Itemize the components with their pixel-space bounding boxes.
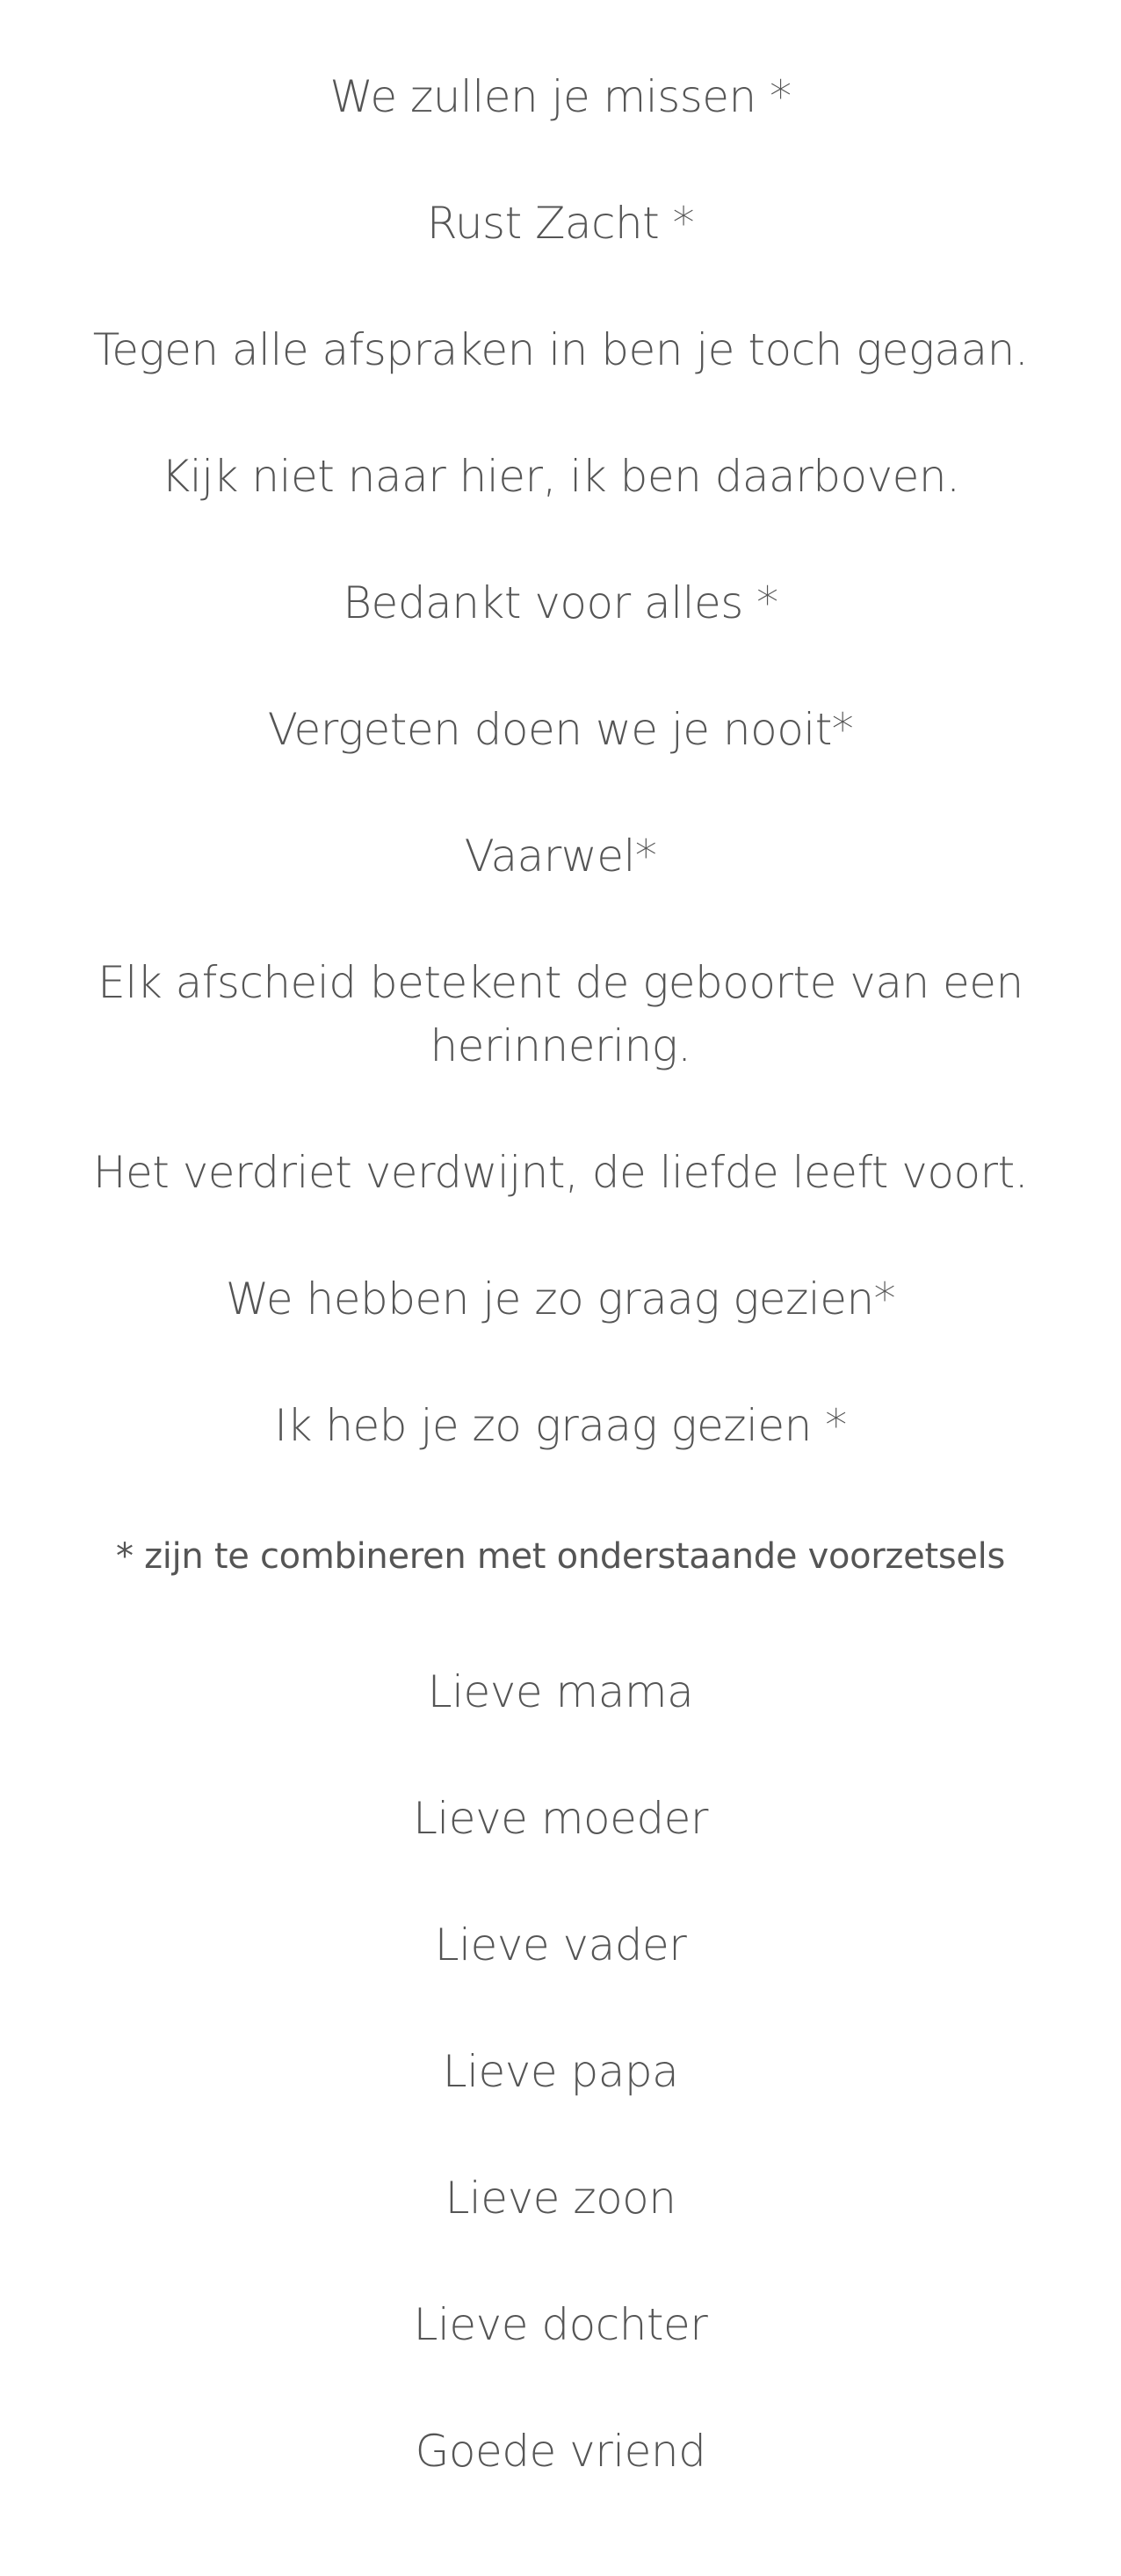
prefix-item: Lieve mama — [427, 1666, 694, 1717]
prefix-item: Goede vriend — [415, 2426, 706, 2477]
phrase-item: Rust Zacht * — [426, 198, 695, 249]
phrase-item: Het verdriet verdwijnt, de liefde leeft voort. — [92, 1147, 1029, 1198]
phrase-item: Ik heb je zo graag gezien * — [274, 1400, 847, 1451]
prefix-item: Lieve zoon — [445, 2173, 676, 2224]
prefix-item: Lieve vader — [434, 1919, 687, 1970]
phrase-item-continued: herinnering. — [430, 1020, 691, 1071]
phrase-item: Vergeten doen we je nooit* — [267, 704, 854, 755]
prefix-item: Lieve dochter — [413, 2299, 708, 2350]
phrase-item: Vaarwel* — [464, 831, 657, 882]
phrase-item: Kijk niet naar hier, ik ben daarboven. — [161, 451, 960, 502]
prefix-item: Lieve moeder — [413, 1793, 708, 1844]
phrase-item: We hebben je zo graag gezien* — [225, 1273, 896, 1324]
phrase-item: Elk afscheid betekent de geboorte van een — [98, 957, 1023, 1008]
combination-note: * zijn te combineren met onderstaande voorzetsels — [115, 1536, 1006, 1577]
phrase-item: Bedankt voor alles * — [343, 577, 778, 628]
prefix-item: Lieve papa — [442, 2046, 679, 2097]
phrase-item: We zullen je missen * — [329, 71, 792, 122]
phrase-item: Tegen alle afspraken in ben je toch gegaan. — [92, 324, 1029, 375]
